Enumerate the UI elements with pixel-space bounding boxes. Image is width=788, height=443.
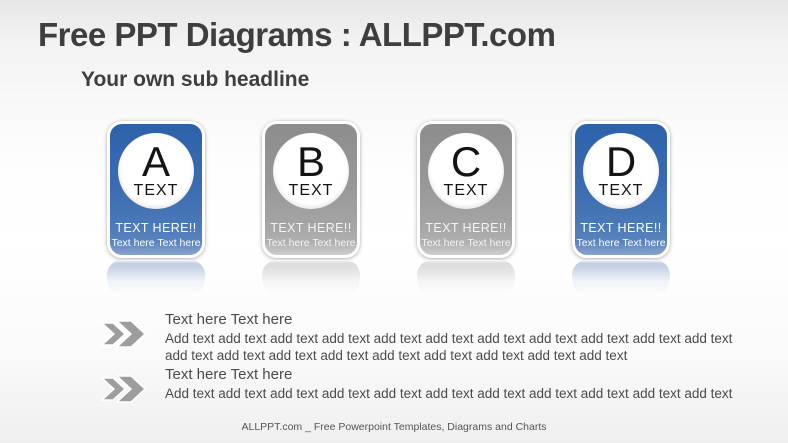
page-subtitle: Your own sub headline [81,68,310,91]
text-block-1 [100,311,732,364]
block-body-line: Add text add text add text add text add text add text add text add text add text add text add text [165,385,733,401]
text-block-2 [100,366,732,403]
card-wrap-c [417,121,515,306]
card-wrap-b [262,121,360,306]
card-circle-label: TEXT [598,182,644,200]
card-circle [118,133,194,209]
card-letter: D [605,137,637,185]
card-reflection [107,260,205,306]
block-body-line: Add text add text add text add text add text add text add text add text add text add text add text [165,330,733,346]
card-letter: B [296,137,325,185]
diagram-card-b [262,121,360,258]
card-subtext: Text here Text here [576,237,666,249]
card-heading: TEXT HERE!! [425,221,507,235]
card-heading: TEXT HERE!! [580,221,662,235]
block-heading: Text here Text here [165,366,293,383]
card-wrap-d [572,121,670,306]
text-block-content [165,311,732,364]
card-reflection [262,260,360,306]
card-letter: A [141,137,170,185]
card-wrap-a [107,121,205,306]
card-subtext: Text here Text here [111,237,201,249]
diagram-card-c [417,121,515,258]
card-subtext: Text here Text here [266,237,356,249]
diagram-card-d [572,121,670,258]
card-subtext: Text here Text here [421,237,511,249]
card-circle-label: TEXT [133,182,179,200]
diagram-card-a [107,121,205,258]
double-chevron-icon [100,320,148,348]
text-block-content [165,366,732,403]
diagram-cards-row [107,121,670,306]
footer-credit: ALLPPT.com _ Free Powerpoint Templates, Diagrams and Charts [241,421,547,433]
block-body-line: add text add text add text add text add text add text add text add text add text [165,348,628,364]
card-circle [428,133,504,209]
card-circle [583,133,659,209]
card-letter: C [450,137,482,185]
card-reflection [572,260,670,306]
double-chevron-icon [100,375,148,403]
card-circle-label: TEXT [443,182,489,200]
card-heading: TEXT HERE!! [115,221,197,235]
card-circle-label: TEXT [288,182,334,200]
page-title: Free PPT Diagrams : ALLPPT.com [38,16,556,53]
block-heading: Text here Text here [165,311,293,328]
card-heading: TEXT HERE!! [270,221,352,235]
card-circle [273,133,349,209]
card-reflection [417,260,515,306]
